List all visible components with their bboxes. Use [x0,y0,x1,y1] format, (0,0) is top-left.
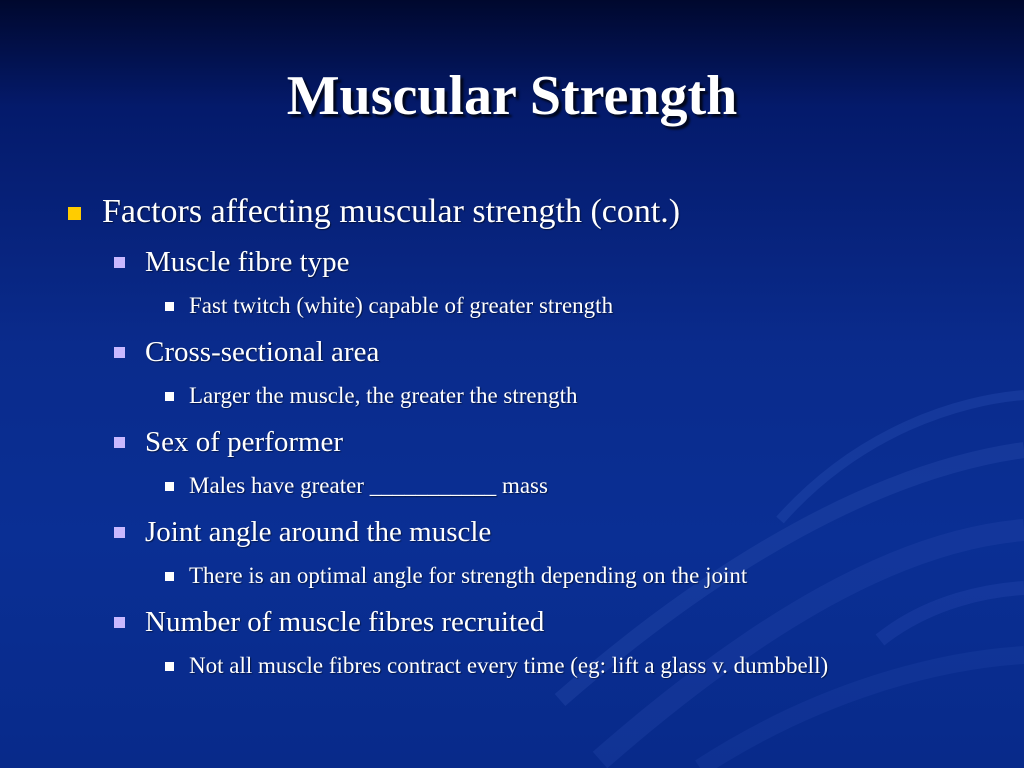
level3-bullet-icon [165,392,174,401]
bullet-fibres-recruited-detail-text: Not all muscle fibres contract every time (eg: lift a glass v. dumbbell) [189,653,829,678]
bullet-fibres-recruited-detail [189,652,828,680]
bullet-fibre-type [145,245,350,279]
level2-bullet-icon [114,257,125,268]
slide-title: Muscular Strength [286,65,738,127]
level3-bullet-icon [165,572,174,581]
level1-bullet-icon [68,207,81,220]
level3-bullet-icon [165,302,174,311]
level2-bullet-icon [114,437,125,448]
level2-bullet-icon [114,347,125,358]
level3-bullet-icon [165,482,174,491]
bullet-joint-angle-detail-text: There is an optimal angle for strength depending on the joint [189,563,748,588]
level2-bullet-icon [114,527,125,538]
bullet-joint-angle-detail [189,562,747,590]
bullet-main-text: Factors affecting muscular strength (cont.) [102,193,681,230]
bullet-cross-section-detail [189,382,578,410]
bullet-cross-section-text: Cross-sectional area [145,336,380,368]
bullet-fibres-recruited [145,605,544,639]
bullet-fibre-type-detail-text: Fast twitch (white) capable of greater strength [189,293,614,318]
bullet-fibre-type-text: Muscle fibre type [145,246,350,278]
bullet-sex-text: Sex of performer [145,426,344,458]
bullet-cross-section-detail-text: Larger the muscle, the greater the strength [189,383,578,408]
bullet-fibre-type-detail [189,292,613,320]
bullet-sex-detail-text: Males have greater ___________ mass [189,473,548,498]
bullet-sex-detail [189,472,548,500]
bullet-main [102,192,680,232]
bullet-fibres-recruited-text: Number of muscle fibres recruited [145,606,545,638]
bullet-joint-angle [145,515,491,549]
bullet-sex [145,425,343,459]
level2-bullet-icon [114,617,125,628]
bullet-cross-section [145,335,379,369]
level3-bullet-icon [165,662,174,671]
bullet-joint-angle-text: Joint angle around the muscle [145,516,492,548]
